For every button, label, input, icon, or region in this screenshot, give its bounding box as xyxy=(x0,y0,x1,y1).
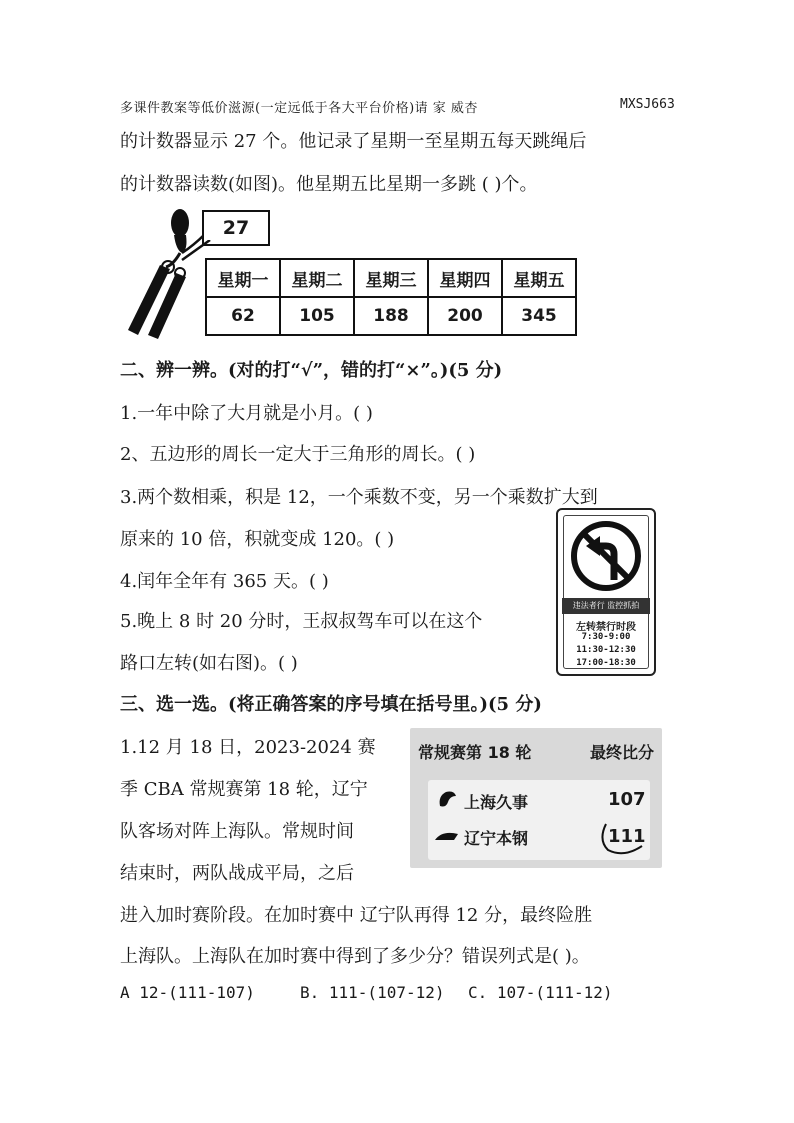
score-circle-mark xyxy=(598,818,648,856)
section-3-title: 三、选一选。(将正确答案的序号填在括号里。)(5 分) xyxy=(120,694,542,715)
no-left-turn-sign xyxy=(556,508,656,676)
sign-time-2: 11:30-12:30 xyxy=(576,645,636,655)
value-cell: 188 xyxy=(354,297,428,335)
value-cell: 105 xyxy=(280,297,354,335)
option-b: B. 111-(107-12) xyxy=(300,983,445,1002)
document-code: MXSJ663 xyxy=(620,97,675,112)
jump-rope-icon xyxy=(118,205,208,340)
choice-q1-line-5: 进入加时赛阶段。在加时赛中 辽宁队再得 12 分，最终险胜 xyxy=(120,905,593,926)
day-cell: 星期四 xyxy=(428,259,502,297)
day-cell: 星期一 xyxy=(206,259,280,297)
team-score-shanghai: 107 xyxy=(608,789,646,810)
liaoning-logo-icon xyxy=(434,828,460,844)
section-2-title: 二、辨一辨。(对的打“√”，错的打“×”。)(5 分) xyxy=(120,360,503,381)
sign-title: 左转禁行时段 xyxy=(576,622,636,633)
judge-item-5-line-1: 5.晚上 8 时 20 分时，王叔叔驾车可以在这个 xyxy=(120,611,483,632)
scoreboard-final-label: 最终比分 xyxy=(590,743,655,762)
table-header-row xyxy=(206,259,576,297)
sign-time-3: 17:00-18:30 xyxy=(576,658,636,668)
judge-item-2: 2、五边形的周长一定大于三角形的周长。( ) xyxy=(120,444,476,465)
team-name-shanghai: 上海久事 xyxy=(464,793,529,812)
sign-time-1: 7:30-9:00 xyxy=(581,632,631,642)
judge-item-3-line-2: 原来的 10 倍，积就变成 120。( ) xyxy=(120,529,395,550)
team-score-liaoning: 111 xyxy=(608,826,646,847)
sign-warning-strip: 违法者行 监控抓拍 xyxy=(562,598,650,614)
team-name-liaoning: 辽宁本钢 xyxy=(464,829,529,848)
watermark-header: 多课件教案等低价滋源(一定远低于各大平台价格)请 家 威杏 xyxy=(120,101,478,116)
choice-q1-line-4: 结束时，两队战成平局，之后 xyxy=(120,863,354,884)
choice-q1-line-6: 上海队。上海队在加时赛中得到了多少分？错误列式是( )。 xyxy=(120,946,590,967)
day-cell: 星期三 xyxy=(354,259,428,297)
choice-q1-line-2: 季 CBA 常规赛第 18 轮，辽宁 xyxy=(120,779,368,800)
scoreboard-panel xyxy=(428,780,650,860)
shanghai-logo-icon xyxy=(436,788,458,810)
intro-line-1: 的计数器显示 27 个。他记录了星期一至星期五每天跳绳后 xyxy=(120,131,587,152)
scoreboard-title: 常规赛第 18 轮 xyxy=(418,743,532,762)
choice-q1-line-3: 队客场对阵上海队。常规时间 xyxy=(120,821,354,842)
choice-q1-line-1: 1.12 月 18 日，2023-2024 赛 xyxy=(120,737,376,758)
judge-item-4: 4.闰年全年有 365 天。( ) xyxy=(120,571,329,592)
day-cell: 星期五 xyxy=(502,259,576,297)
table-value-row xyxy=(206,297,576,335)
intro-line-2: 的计数器读数(如图)。他星期五比星期一多跳 ( )个。 xyxy=(120,174,538,195)
value-cell: 345 xyxy=(502,297,576,335)
no-left-turn-icon xyxy=(570,518,642,594)
value-cell: 62 xyxy=(206,297,280,335)
counter-display: 27 xyxy=(202,210,270,246)
option-a: A 12-(111-107) xyxy=(120,983,255,1002)
judge-item-1: 1.一年中除了大月就是小月。( ) xyxy=(120,403,373,424)
value-cell: 200 xyxy=(428,297,502,335)
judge-item-5-line-2: 路口左转(如右图)。( ) xyxy=(120,653,298,674)
scoreboard-image xyxy=(410,728,662,868)
day-cell: 星期二 xyxy=(280,259,354,297)
jump-record-table xyxy=(205,258,577,336)
judge-item-3-line-1: 3.两个数相乘，积是 12，一个乘数不变，另一个乘数扩大到 xyxy=(120,487,598,508)
option-c: C. 107-(111-12) xyxy=(468,983,613,1002)
